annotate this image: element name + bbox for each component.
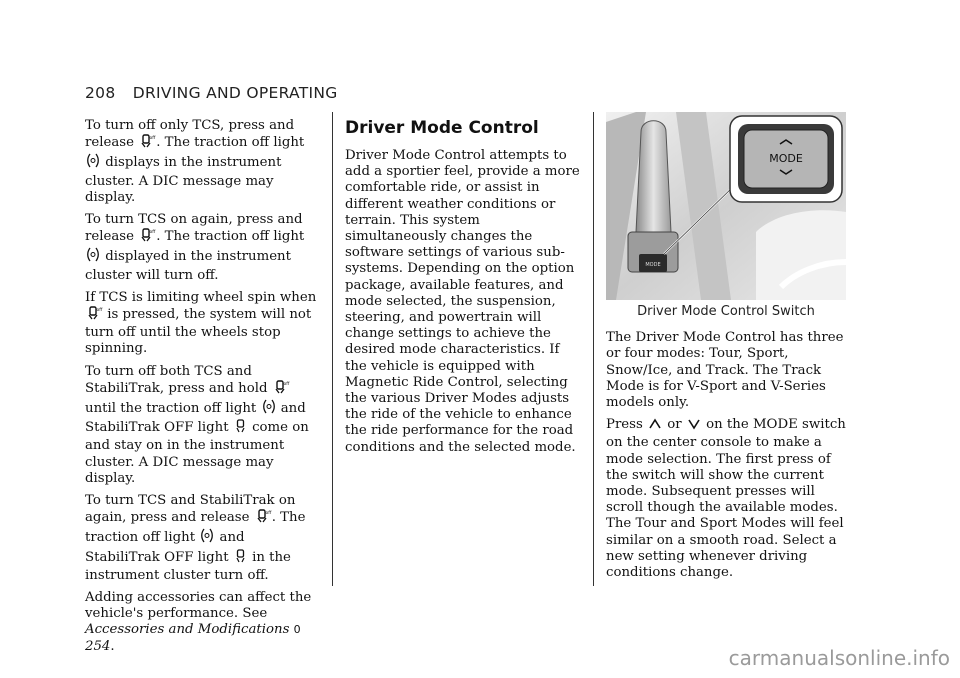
cross-reference-link[interactable]: Accessories and Modifications 0 254 xyxy=(85,622,301,654)
mode-switch-small-label: MODE xyxy=(645,262,661,268)
page-number: 208 xyxy=(85,84,116,102)
paragraph-both-on: To turn TCS and StabiliTrak on again, press and release off . The traction off light and StabiliTrak OFF light in the instrument cluster turn off. xyxy=(85,493,306,583)
svg-text:off: off xyxy=(149,230,156,236)
down-chevron-icon xyxy=(688,418,700,435)
page-header xyxy=(85,84,338,102)
traction-off-light-icon xyxy=(87,247,99,267)
paragraph-accessories: Adding accessories can affect the vehicle's performance. See Accessories and Modifications 0 254. xyxy=(85,590,312,654)
stabilitrak-off-light-icon xyxy=(235,419,246,438)
up-chevron-icon xyxy=(649,418,661,435)
column-3 xyxy=(606,112,856,587)
tcs-off-button-icon xyxy=(140,134,154,153)
tcs-off-button-icon xyxy=(256,509,270,528)
svg-text:off: off xyxy=(149,136,156,142)
column-divider-1 xyxy=(332,112,333,586)
paragraph-press-mode: Press or on the MODE switch on the center console to make a mode selection. The first press of the switch will show the current mode. Subsequent presses will scroll though the available modes. The Tour and Sport Modes will feel similar on a smooth road. Select a new setting whenever driving conditions change. xyxy=(606,417,846,581)
svg-text:off: off xyxy=(265,511,272,517)
paragraph-driver-mode-intro: Driver Mode Control attempts to add a sportier feel, provide a more comfortable ride, or assist in different weather conditions or terrain. This system simultaneously changes the software settings of various sub-systems. Depending on the option package, available features, and mode selected, the suspension, steering, and powertrain will change settings to achieve the desired mode characteristics. If the vehicle is equipped with Magnetic Ride Control, selecting the various Driver Modes adjusts the ride of the vehicle to enhance the ride performance for the road conditions and the selected mode. xyxy=(345,148,580,455)
section-name: DRIVING AND OPERATING xyxy=(132,84,338,102)
watermark: carmanualsonline.info xyxy=(728,646,950,670)
paragraph-tcs-limiting: If TCS is limiting wheel spin when off is pressed, the system will not turn off until the wheels stop spinning. xyxy=(85,289,317,357)
column-1 xyxy=(85,118,321,661)
svg-text:off: off xyxy=(283,381,290,387)
stabilitrak-off-light-icon xyxy=(235,549,246,568)
svg-text:off: off xyxy=(96,308,103,314)
column-divider-2 xyxy=(593,112,594,586)
tcs-off-button-icon xyxy=(274,380,288,399)
tcs-off-button-icon xyxy=(87,306,101,325)
traction-off-light-icon xyxy=(87,153,99,173)
mode-switch-label: MODE xyxy=(769,152,803,165)
page-reference-arrow-icon: 0 xyxy=(293,623,301,637)
paragraph-tcs-off: To turn off only TCS, press and release off . The traction off light displays in the instrument cluster. A DIC message may display. xyxy=(85,118,305,205)
tcs-off-button-icon xyxy=(140,228,154,247)
paragraph-tcs-on: To turn TCS on again, press and release off . The traction off light displayed in the instrument cluster will turn off. xyxy=(85,212,305,283)
figure-caption: Driver Mode Control Switch xyxy=(637,304,815,319)
traction-off-light-icon xyxy=(263,399,275,419)
traction-off-light-icon xyxy=(201,528,213,548)
paragraph-both-off: To turn off both TCS and StabiliTrak, press and hold off until the traction off light and StabiliTrak OFF light come on and stay on in the instrument cluster. A DIC message may display. xyxy=(85,363,309,486)
driver-mode-switch-figure xyxy=(606,112,846,300)
column-2 xyxy=(345,118,583,462)
section-title: Driver Mode Control xyxy=(345,118,539,138)
paragraph-modes: The Driver Mode Control has three or four modes: Tour, Sport, Snow/Ice, and Track. The Track Mode is for V-Sport and V-Series models only. xyxy=(606,330,844,411)
